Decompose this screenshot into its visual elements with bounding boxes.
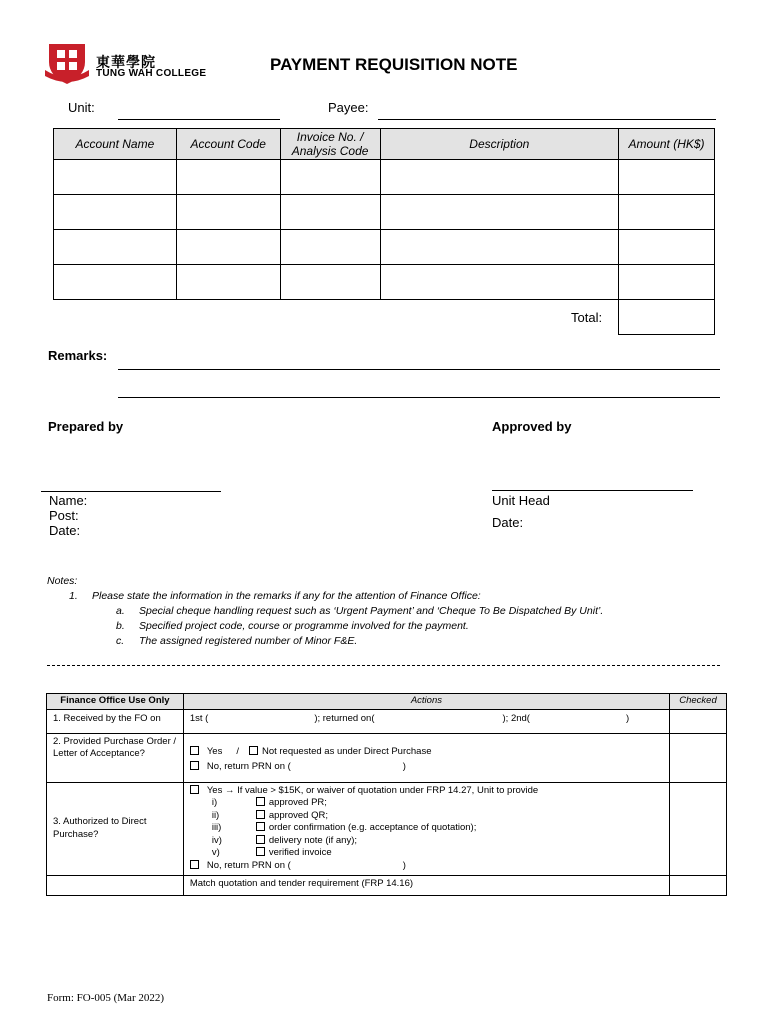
table-cell[interactable]: [280, 265, 380, 300]
note-number: 1.: [69, 590, 78, 602]
checkbox-icon[interactable]: [190, 785, 199, 794]
table-cell[interactable]: [619, 195, 715, 230]
table-cell[interactable]: [54, 230, 177, 265]
name-label: Name:: [49, 493, 88, 508]
total-amount-field[interactable]: [619, 300, 715, 335]
requirement-item: [190, 835, 663, 848]
remarks-line-1[interactable]: [118, 369, 720, 370]
yes-condition-label: Yes → If value > $15K, or waiver of quotation under FRP 14.27, Unit to provide: [206, 784, 539, 796]
notes-section: [47, 574, 603, 649]
requirement-item: [190, 810, 663, 823]
payment-table: [53, 128, 715, 335]
item-number: iii): [211, 822, 222, 834]
cut-line-divider: [47, 665, 720, 666]
note-letter: b.: [116, 620, 125, 632]
purchase-order-option-yes: [190, 744, 663, 759]
table-cell[interactable]: [176, 230, 280, 265]
table-cell[interactable]: [380, 195, 619, 230]
checked-cell[interactable]: [670, 709, 727, 733]
remarks-line-2[interactable]: [118, 397, 720, 398]
note-text: The assigned registered number of Minor F&E.: [139, 635, 358, 647]
date-label: Date:: [49, 523, 81, 538]
note-sub-item: [47, 604, 603, 619]
direct-purchase-option-no: [190, 860, 663, 873]
item-text: approved PR;: [268, 797, 327, 809]
received-actions: [183, 709, 669, 733]
checkbox-icon[interactable]: [249, 746, 258, 755]
close-paren: ): [402, 760, 406, 772]
checkbox-icon[interactable]: [256, 822, 265, 831]
item-number: iv): [211, 834, 222, 846]
table-cell[interactable]: [380, 265, 619, 300]
table-cell[interactable]: [176, 195, 280, 230]
col-account-name: Account Name: [54, 129, 177, 160]
purchase-order-actions: [183, 733, 669, 782]
unit-field[interactable]: [118, 119, 280, 120]
returned-on-label: ); returned on(: [314, 712, 375, 724]
close-paren: ): [625, 712, 630, 724]
note-letter: c.: [116, 635, 125, 647]
purchase-order-option-no: [190, 759, 663, 774]
total-label: Total:: [571, 309, 603, 325]
finance-use-only-header: Finance Office Use Only: [47, 694, 184, 710]
actions-header: Actions: [183, 694, 669, 710]
checkbox-icon[interactable]: [256, 847, 265, 856]
col-amount: Amount (HK$): [619, 129, 715, 160]
note-text: Specified project code, course or programme involved for the payment.: [139, 620, 469, 632]
payee-label: Payee:: [328, 100, 369, 115]
table-cell[interactable]: [380, 230, 619, 265]
yes-label: Yes: [206, 745, 223, 757]
approved-by-title: Approved by: [492, 419, 572, 434]
form-code-footer: Form: FO-005 (Mar 2022): [47, 992, 165, 1004]
received-label: 1. Received by the FO on: [47, 709, 184, 733]
direct-purchase-label: 3. Authorized to Direct Purchase?: [47, 782, 184, 875]
checkbox-icon[interactable]: [256, 835, 265, 844]
direct-purchase-option-yes: [190, 785, 663, 798]
checked-cell[interactable]: [670, 733, 727, 782]
table-cell[interactable]: [619, 265, 715, 300]
purchase-order-label: [47, 733, 184, 782]
remarks-label: Remarks:: [48, 348, 108, 363]
no-return-label: No, return PRN on (: [206, 760, 291, 772]
table-cell[interactable]: [54, 195, 177, 230]
checkbox-icon[interactable]: [256, 810, 265, 819]
table-cell[interactable]: [54, 265, 177, 300]
col-invoice-no: Invoice No. / Analysis Code: [280, 129, 380, 160]
direct-purchase-actions: [183, 782, 669, 875]
item-number: ii): [211, 809, 220, 821]
item-number: v): [211, 847, 220, 859]
note-text: Please state the information in the remarks if any for the attention of Finance Office:: [92, 590, 481, 602]
note-text: Special cheque handling request such as ‘Urgent Payment’ and ‘Cheque To Be Dispatched By Unit’.: [139, 605, 604, 617]
checked-cell[interactable]: [670, 875, 727, 895]
item-text: verified invoice: [268, 847, 332, 859]
checked-header: Checked: [670, 694, 727, 710]
finance-row-match: [47, 875, 727, 895]
checked-cell[interactable]: [670, 782, 727, 875]
page-title: PAYMENT REQUISITION NOTE: [270, 55, 518, 74]
col-account-code: Account Code: [176, 129, 280, 160]
note-item: [47, 589, 603, 604]
table-cell[interactable]: [619, 160, 715, 195]
approved-signature-line[interactable]: [492, 490, 693, 491]
slash: /: [236, 745, 239, 757]
payee-field[interactable]: [378, 119, 716, 120]
checkbox-icon[interactable]: [190, 860, 199, 869]
not-requested-label: Not requested as under Direct Purchase: [261, 745, 432, 757]
empty-cell: [47, 875, 184, 895]
purchase-order-text: 2. Provided Purchase Order / Letter of Acceptance?: [53, 735, 177, 759]
table-row: [54, 230, 715, 265]
table-cell[interactable]: [280, 160, 380, 195]
finance-header-row: [47, 694, 727, 710]
table-cell[interactable]: [380, 160, 619, 195]
table-row: [54, 160, 715, 195]
first-received-label: 1st (: [189, 712, 209, 724]
table-cell[interactable]: [280, 195, 380, 230]
checkbox-icon[interactable]: [190, 761, 199, 770]
table-row: [54, 265, 715, 300]
notes-heading: Notes:: [47, 575, 78, 587]
item-text: delivery note (if any);: [268, 834, 358, 846]
note-sub-item: [47, 619, 603, 634]
table-cell[interactable]: [280, 230, 380, 265]
prepared-signature-line[interactable]: [41, 491, 221, 492]
logo-chinese-name: 東華學院: [96, 54, 156, 70]
unit-label: Unit:: [68, 100, 95, 115]
second-received-label: ); 2nd(: [502, 712, 530, 724]
requirement-item: [190, 822, 663, 835]
table-row: [54, 195, 715, 230]
close-paren: ): [402, 860, 406, 872]
table-cell[interactable]: [176, 265, 280, 300]
requirement-item: [190, 847, 663, 860]
logo-english-name: TUNG WAH COLLEGE: [96, 68, 207, 79]
post-label: Post:: [49, 508, 79, 523]
finance-office-table: [46, 693, 727, 896]
col-description: Description: [380, 129, 619, 160]
item-text: order confirmation (e.g. acceptance of quotation);: [268, 822, 477, 834]
item-number: i): [211, 797, 218, 809]
approved-date-label: Date:: [492, 515, 524, 530]
finance-row-purchase-order: [47, 733, 727, 782]
finance-row-direct-purchase: [47, 782, 727, 875]
no-return-label: No, return PRN on (: [206, 860, 291, 872]
match-quotation-text: Match quotation and tender requirement (FRP 14.16): [183, 875, 669, 895]
college-crest-icon: [43, 40, 91, 86]
prepared-details: [49, 493, 87, 538]
table-cell[interactable]: [176, 160, 280, 195]
item-text: approved QR;: [268, 809, 328, 821]
checkbox-icon[interactable]: [256, 797, 265, 806]
checkbox-icon[interactable]: [190, 746, 199, 755]
finance-row-received: [47, 709, 727, 733]
note-sub-item: [47, 634, 603, 649]
total-row: [54, 300, 715, 335]
note-letter: a.: [116, 605, 125, 617]
unit-head-label: Unit Head: [492, 493, 550, 508]
requirement-item: [190, 797, 663, 810]
table-cell[interactable]: [54, 160, 177, 195]
table-cell[interactable]: [619, 230, 715, 265]
prepared-by-title: Prepared by: [48, 419, 124, 434]
